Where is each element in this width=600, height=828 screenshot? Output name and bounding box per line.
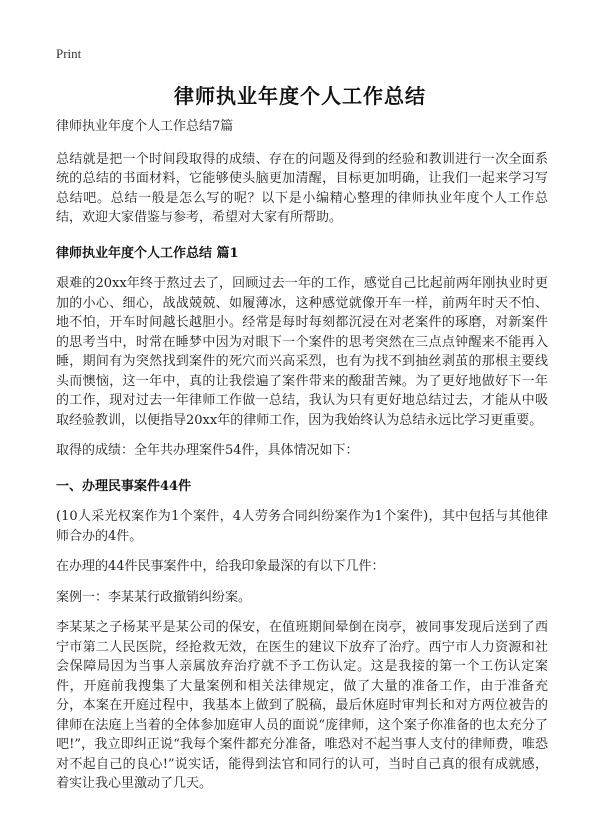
page-title: 律师执业年度个人工作总结 (174, 84, 426, 108)
case1-paragraph: 李某某之子杨某平是某公司的保安，在值班期间晕倒在岗亭，被同事发现后送到了西宁市第二人民医院，经抢救无效，在医生的建议下放弃了治疗。西宁市人力资源和社会保障局因为当事人亲属放弃治疗就不予工伤认定。这是我接的第一个工伤认定案件，开庭前我搜集了大量案例和相关法律规定，做了大量的准备工作，由于准备充分，本案在开庭过程中，我基本上做到了脱稿，最后休庭时审判长和对方两位被告的律师在法庭上当着的全体参加庭审人员的面说“庞律师，这个案子你准备的也太充分了吧!”，我立即纠正说“我每个案件都充分准备，唯恐对不起当事人支付的律师费，唯恐对不起自己的良心!”说实话，能得到法官和同行的认可，当时自己真的很有成就感，着实让我心里激动了几天。 (56, 620, 548, 791)
section1-paragraph: 艰难的20xx年终于熬过去了，回顾过去一年的工作，感觉自己比起前两年刚执业时更加的小心、细心，战战兢兢、如履薄冰，这种感觉就像开车一样，前两年时天不怕、地不怕，开车时间越长越胆小。经常是每时每刻都沉浸在对老案件的琢磨，对新案件的思考当中，时常在睡梦中因为对眼下一个案件的思考突然在三点点钟醒来不能再入睡，期间有为突然找到案件的死穴而兴高采烈，也有为找不到抽丝剥茧的那根主要线头而懊恼，这一年中，真的让我偿遍了案件带来的酸甜苦辣。为了更好地做好下一年的工作，现对过去一年律师工作做一总结，我认为只有更好地总结过去，才能从中吸取经验教训，以便指导20xx年的律师工作，因为我始终认为总结永远比学习更重要。 (56, 276, 548, 428)
document-body (56, 117, 548, 805)
civil-case-detail: (10人采光权案作为1个案件，4人劳务合同纠纷案作为1个案件)，其中包括与其他律师合办的4件。 (56, 509, 548, 544)
section-heading-1: 律师执业年度个人工作总结 篇1 (56, 245, 239, 261)
document-subtitle: 律师执业年度个人工作总结7篇 (56, 119, 234, 134)
intro-paragraph: 总结就是把一个时间段取得的成绩、存在的问题及得到的经验和教训进行一次全面系统的总结的书面材料，它能够使头脑更加清醒，目标更加明确，让我们一起来学习写总结吧。总结一般是怎么写的呢？以下是小编精心整理的律师执业年度个人工作总结，欢迎大家借鉴与参考，希望对大家有所帮助。 (56, 151, 548, 225)
subsection-heading-civil: 一、办理民事案件44件 (56, 478, 192, 494)
print-link[interactable]: Print (56, 46, 82, 61)
case1-title: 案例一：李某某行政撤销纠纷案。 (56, 589, 252, 605)
achievement-line: 取得的成绩：全年共办理案件54件，具体情况如下： (56, 443, 359, 458)
impression-line: 在办理的44件民事案件中，给我印象最深的有以下几件： (56, 559, 385, 574)
